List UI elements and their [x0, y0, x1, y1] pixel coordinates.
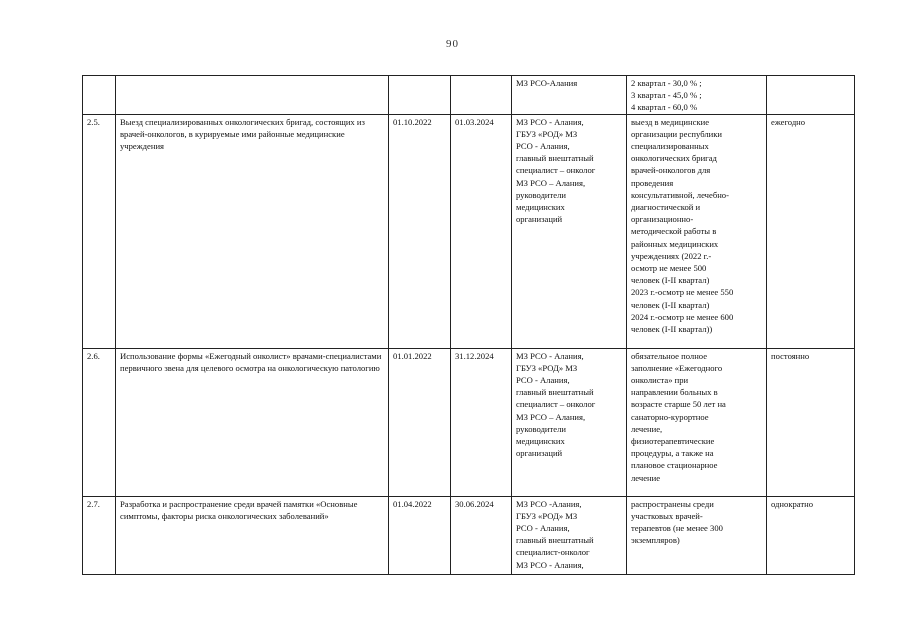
activity-name: Разработка и распространение среди врачей памятки «Основные симптомы, факторы риска онкологических заболеваний»: [116, 496, 389, 574]
end-date: [451, 76, 512, 115]
start-date: 01.01.2022: [389, 348, 451, 496]
row-number: [83, 76, 116, 115]
expected-result: обязательное полное заполнение «Ежегодного онколиста» при направлении больных в возрасте старше 50 лет на санаторно-курортное лечение, физиотерапевтические процедуры, а также на плановое стационарное лечение: [627, 348, 767, 496]
start-date: [389, 76, 451, 115]
table-row: [83, 348, 855, 496]
periodicity: однократно: [767, 496, 855, 574]
responsible: МЗ РСО-Алания: [512, 76, 627, 115]
table-row: [83, 76, 855, 115]
row-number: 2.7.: [83, 496, 116, 574]
expected-result: выезд в медицинские организации республики специализированных онкологических бригад врачей-онкологов для проведения консультативной, лечебно- диагностической и организационно- методической работы в районных медицинских учреждениях (2022 г.- осмотр не менее 500 человек (I-II квартал) 2023 г.-осмотр не менее 550 человек (I-II квартал) 2024 г.-осмотр не менее 600 человек (I-II квартал)): [627, 114, 767, 348]
expected-result: 2 квартал - 30,0 % ; 3 квартал - 45,0 % ; 4 квартал - 60,0 %: [627, 76, 767, 115]
row-number: 2.5.: [83, 114, 116, 348]
start-date: 01.04.2022: [389, 496, 451, 574]
start-date: 01.10.2022: [389, 114, 451, 348]
activity-name: Выезд специализированных онкологических бригад, состоящих из врачей-онкологов, в курируемые ими районные медицинские учреждения: [116, 114, 389, 348]
end-date: 30.06.2024: [451, 496, 512, 574]
activities-table: [82, 75, 855, 575]
table-row: [83, 114, 855, 348]
row-number: 2.6.: [83, 348, 116, 496]
end-date: 31.12.2024: [451, 348, 512, 496]
periodicity: [767, 76, 855, 115]
periodicity: ежегодно: [767, 114, 855, 348]
end-date: 01.03.2024: [451, 114, 512, 348]
responsible: МЗ РСО - Алания, ГБУЗ «РОД» МЗ РСО - Алания, главный внештатный специалист – онколог МЗ РСО – Алания, руководители медицинских организаций: [512, 348, 627, 496]
responsible: МЗ РСО - Алания, ГБУЗ «РОД» МЗ РСО - Алания, главный внештатный специалист – онколог МЗ РСО – Алания, руководители медицинских организаций: [512, 114, 627, 348]
expected-result: распространены среди участковых врачей- терапевтов (не менее 300 экземпляров): [627, 496, 767, 574]
table-row: [83, 496, 855, 574]
page-number: 90: [446, 38, 459, 50]
activity-name: [116, 76, 389, 115]
responsible: МЗ РСО -Алания, ГБУЗ «РОД» МЗ РСО - Алания, главный внештатный специалист-онколог МЗ РСО - Алания,: [512, 496, 627, 574]
periodicity: постоянно: [767, 348, 855, 496]
activity-name: Использование формы «Ежегодный онколист» врачами-специалистами первичного звена для целевого осмотра на онкологическую патологию: [116, 348, 389, 496]
